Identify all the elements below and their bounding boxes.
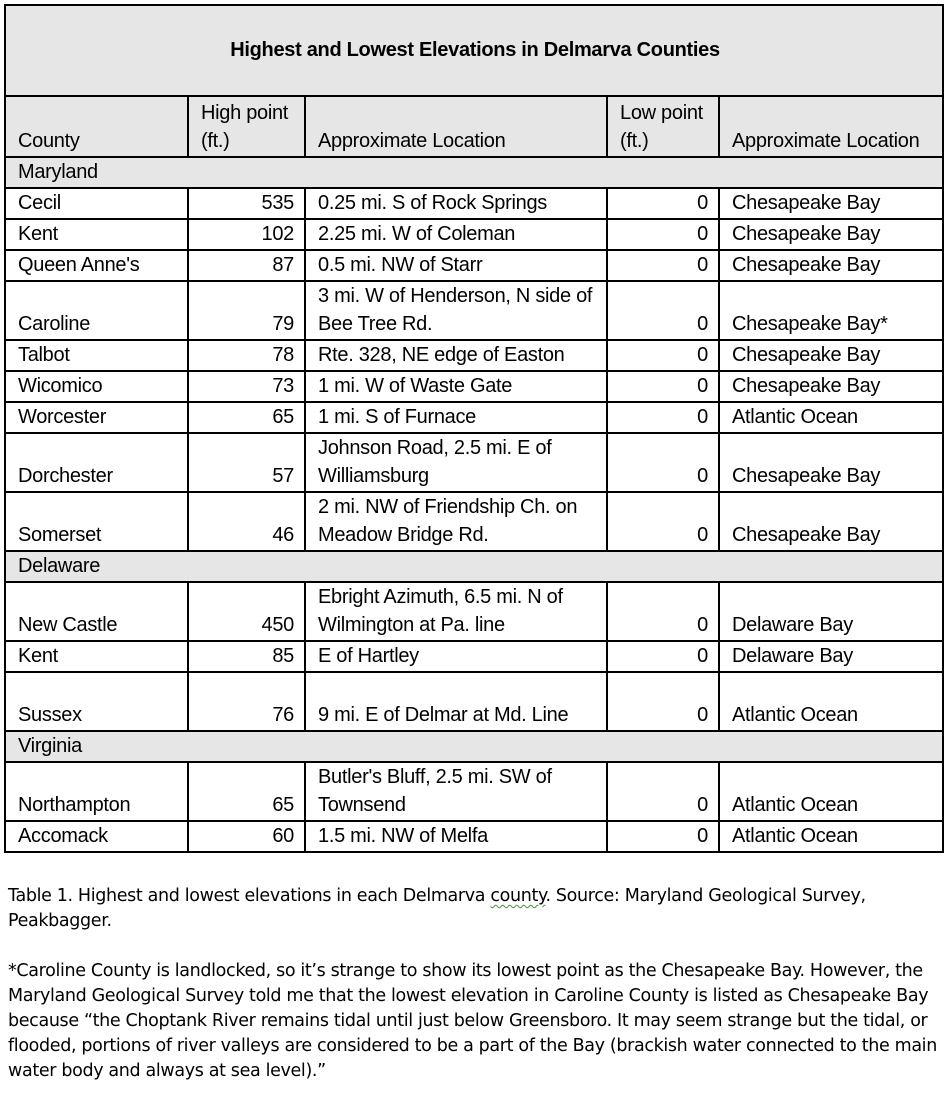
low-point-cell: 0 [607, 188, 719, 219]
low-location-cell: Chesapeake Bay [719, 371, 943, 402]
low-point-cell: 0 [607, 582, 719, 641]
low-point-cell: 0 [607, 762, 719, 821]
table-row [5, 762, 943, 821]
high-point-cell: 85 [188, 641, 305, 672]
header-high-point: High point (ft.) [188, 96, 305, 157]
header-county: County [5, 96, 188, 157]
state-label: Maryland [5, 157, 943, 188]
high-location-cell: 2 mi. NW of Friendship Ch. on Meadow Bridge Rd. [305, 492, 607, 551]
high-location-cell: Johnson Road, 2.5 mi. E of Williamsburg [305, 433, 607, 492]
high-location-cell: 0.5 mi. NW of Starr [305, 250, 607, 281]
low-point-cell: 0 [607, 492, 719, 551]
high-point-cell: 73 [188, 371, 305, 402]
high-point-cell: 65 [188, 762, 305, 821]
low-point-cell: 0 [607, 219, 719, 250]
low-point-cell: 0 [607, 340, 719, 371]
county-cell: Caroline [5, 281, 188, 340]
high-point-cell: 57 [188, 433, 305, 492]
footnote: *Caroline County is landlocked, so it’s strange to show its lowest point as the Chesapeake Bay. However, the Maryland Geological Survey told me that the lowest elevation in Caroline County is listed as Chesapeake Bay because “the Choptank River remains tidal until just below Greensboro. It may seem strange but the tidal, or flooded, portions of river valleys are considered to be a part of the Bay (brackish water connected to the main water body and always at sea level).” [8, 961, 937, 1081]
low-location-cell: Chesapeake Bay [719, 188, 943, 219]
high-point-cell: 450 [188, 582, 305, 641]
table-row [5, 371, 943, 402]
header-high-location: Approximate Location [305, 96, 607, 157]
high-location-cell: Butler's Bluff, 2.5 mi. SW of Townsend [305, 762, 607, 821]
elevations-table [4, 4, 944, 853]
high-point-cell: 87 [188, 250, 305, 281]
table-row [5, 821, 943, 852]
low-point-cell: 0 [607, 402, 719, 433]
high-location-cell: 2.25 mi. W of Coleman [305, 219, 607, 250]
low-location-cell: Chesapeake Bay [719, 250, 943, 281]
high-point-cell: 46 [188, 492, 305, 551]
table-row [5, 281, 943, 340]
high-point-cell: 79 [188, 281, 305, 340]
table-row [5, 672, 943, 731]
low-point-cell: 0 [607, 641, 719, 672]
high-point-cell: 78 [188, 340, 305, 371]
table-header-row [5, 96, 943, 157]
table-row [5, 402, 943, 433]
header-low-location: Approximate Location [719, 96, 943, 157]
low-point-cell: 0 [607, 250, 719, 281]
county-cell: Queen Anne's [5, 250, 188, 281]
county-cell: Accomack [5, 821, 188, 852]
county-cell: Somerset [5, 492, 188, 551]
low-location-cell: Atlantic Ocean [719, 821, 943, 852]
low-point-cell: 0 [607, 821, 719, 852]
table-caption [8, 884, 938, 934]
high-point-cell: 60 [188, 821, 305, 852]
county-cell: New Castle [5, 582, 188, 641]
low-location-cell: Delaware Bay [719, 582, 943, 641]
caption-text: Table 1. Highest and lowest elevations in each Delmarva [8, 886, 491, 906]
high-location-cell: Rte. 328, NE edge of Easton [305, 340, 607, 371]
low-point-cell: 0 [607, 672, 719, 731]
low-location-cell: Chesapeake Bay [719, 340, 943, 371]
table-title-row [5, 5, 943, 96]
county-cell: Dorchester [5, 433, 188, 492]
state-label: Virginia [5, 731, 943, 762]
county-cell: Cecil [5, 188, 188, 219]
high-location-cell: 1 mi. W of Waste Gate [305, 371, 607, 402]
table-row [5, 492, 943, 551]
low-location-cell: Delaware Bay [719, 641, 943, 672]
spellcheck-flagged-word: county [490, 886, 546, 906]
notes-section [8, 884, 938, 1084]
high-location-cell: 3 mi. W of Henderson, N side of Bee Tree Rd. [305, 281, 607, 340]
table-row [5, 641, 943, 672]
high-point-cell: 535 [188, 188, 305, 219]
county-cell: Talbot [5, 340, 188, 371]
header-low-point: Low point (ft.) [607, 96, 719, 157]
county-cell: Kent [5, 219, 188, 250]
table-row [5, 433, 943, 492]
high-point-cell: 102 [188, 219, 305, 250]
low-location-cell: Atlantic Ocean [719, 762, 943, 821]
high-point-cell: 65 [188, 402, 305, 433]
table-row [5, 250, 943, 281]
county-cell: Wicomico [5, 371, 188, 402]
table-row [5, 188, 943, 219]
high-location-cell: Ebright Azimuth, 6.5 mi. N of Wilmington at Pa. line [305, 582, 607, 641]
low-location-cell: Chesapeake Bay [719, 433, 943, 492]
table-row [5, 219, 943, 250]
caption-source-text: . Source: Maryland Geological Survey, Peakbagger. [8, 886, 866, 931]
county-cell: Worcester [5, 402, 188, 433]
group-row-virginia [5, 731, 943, 762]
low-point-cell: 0 [607, 371, 719, 402]
high-point-cell: 76 [188, 672, 305, 731]
low-location-cell: Atlantic Ocean [719, 672, 943, 731]
low-location-cell: Chesapeake Bay [719, 219, 943, 250]
county-cell: Northampton [5, 762, 188, 821]
county-cell: Kent [5, 641, 188, 672]
high-location-cell: 9 mi. E of Delmar at Md. Line [305, 672, 607, 731]
low-point-cell: 0 [607, 433, 719, 492]
county-cell: Sussex [5, 672, 188, 731]
high-location-cell: E of Hartley [305, 641, 607, 672]
low-location-cell: Chesapeake Bay* [719, 281, 943, 340]
table-row [5, 340, 943, 371]
table-row [5, 582, 943, 641]
high-location-cell: 1 mi. S of Furnace [305, 402, 607, 433]
table-title: Highest and Lowest Elevations in Delmarva Counties [5, 5, 943, 96]
group-row-maryland [5, 157, 943, 188]
group-row-delaware [5, 551, 943, 582]
high-location-cell: 1.5 mi. NW of Melfa [305, 821, 607, 852]
state-label: Delaware [5, 551, 943, 582]
low-location-cell: Chesapeake Bay [719, 492, 943, 551]
low-location-cell: Atlantic Ocean [719, 402, 943, 433]
low-point-cell: 0 [607, 281, 719, 340]
high-location-cell: 0.25 mi. S of Rock Springs [305, 188, 607, 219]
